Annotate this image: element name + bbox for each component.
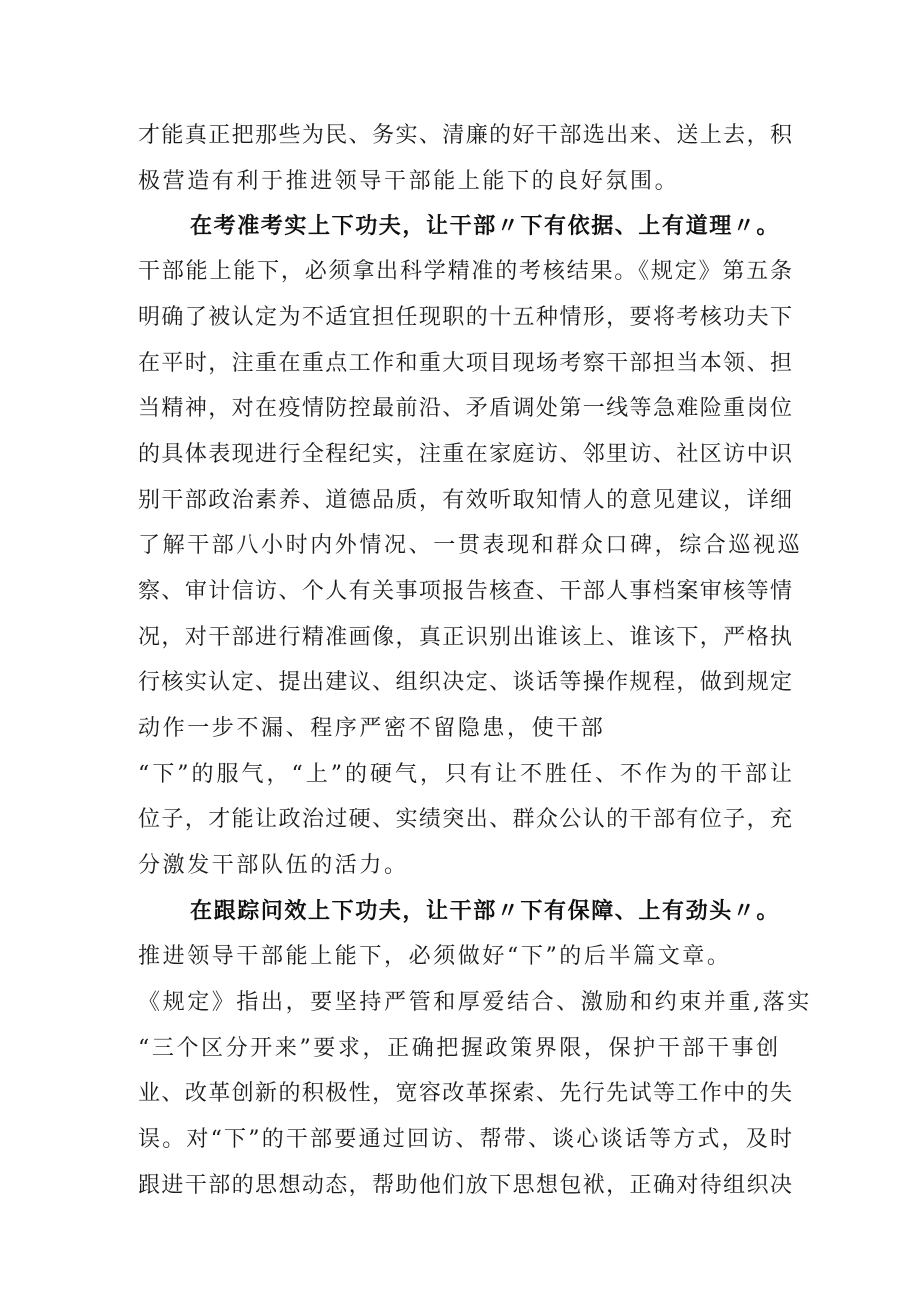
text-line: 了解干部八小时内外情况、一贯表现和群众口碑，综合巡视巡	[138, 533, 803, 558]
text-line: 明确了被认定为不适宜担任现职的十五种情形，要将考核功夫下	[138, 305, 792, 330]
text-line: 《规定》指出，要坚持严管和厚爱结合、激励和约束并重,落实	[138, 990, 812, 1015]
text-line: 业、改革创新的积极性，宽容改革探索、先行先试等工作中的失	[138, 1081, 792, 1106]
section-heading-assessment: 在考准考实上下功夫，让干部〃下有依据、上有道理〃。	[190, 214, 781, 239]
text-line: 况，对干部进行精准画像，真正识别出谁该上、谁该下，严格执	[138, 625, 792, 650]
text-line: 位子，才能让政治过硬、实绩突出、群众公认的干部有位子，充	[138, 807, 792, 832]
text-line: 误。对“下”的干部要通过回访、帮带、谈心谈话等方式，及时	[138, 1127, 792, 1152]
text-line: 察、审计信访、个人有关事项报告核查、干部人事档案审核等情	[138, 579, 792, 604]
text-line: 分激发干部队伍的活力。	[138, 853, 409, 878]
text-line: 动作一步不漏、程序严密不留隐患，使干部	[138, 716, 606, 741]
text-line: 干部能上能下，必须拿出科学精准的考核结果。《规定》第五条	[138, 259, 792, 284]
text-line: 极营造有利于推进领导干部能上能下的良好氛围。	[138, 169, 680, 194]
section-heading-followup: 在跟踪问效上下功夫，让干部〃下有保障、上有劲头〃。	[190, 899, 781, 924]
text-line: 推进领导干部能上能下，必须做好“下”的后半篇文章。	[138, 944, 732, 969]
text-line: 在平时，注重在重点工作和重大项目现场考察干部担当本领、担	[138, 351, 792, 376]
text-line: 跟进干部的思想动态，帮助他们放下思想包袱，正确对待组织决	[138, 1173, 792, 1198]
text-line: 别干部政治素养、道德品质，有效听取知情人的意见建议，详细	[138, 488, 792, 513]
text-line: “下”的服气，“上”的硬气，只有让不胜任、不作为的干部让	[138, 762, 792, 787]
text-line: 当精神，对在疫情防控最前沿、矛盾调处第一线等急难险重岗位	[138, 396, 792, 421]
text-line: 的具体表现进行全程纪实，注重在家庭访、邻里访、社区访中识	[138, 442, 792, 467]
text-line: 才能真正把那些为民、务实、清廉的好干部选出来、送上去，积	[138, 123, 792, 148]
text-line: 行核实认定、提出建议、组织决定、谈话等操作规程，做到规定	[138, 670, 792, 695]
text-line: “三个区分开来”要求，正确把握政策界限，保护干部干事创	[138, 1036, 781, 1061]
